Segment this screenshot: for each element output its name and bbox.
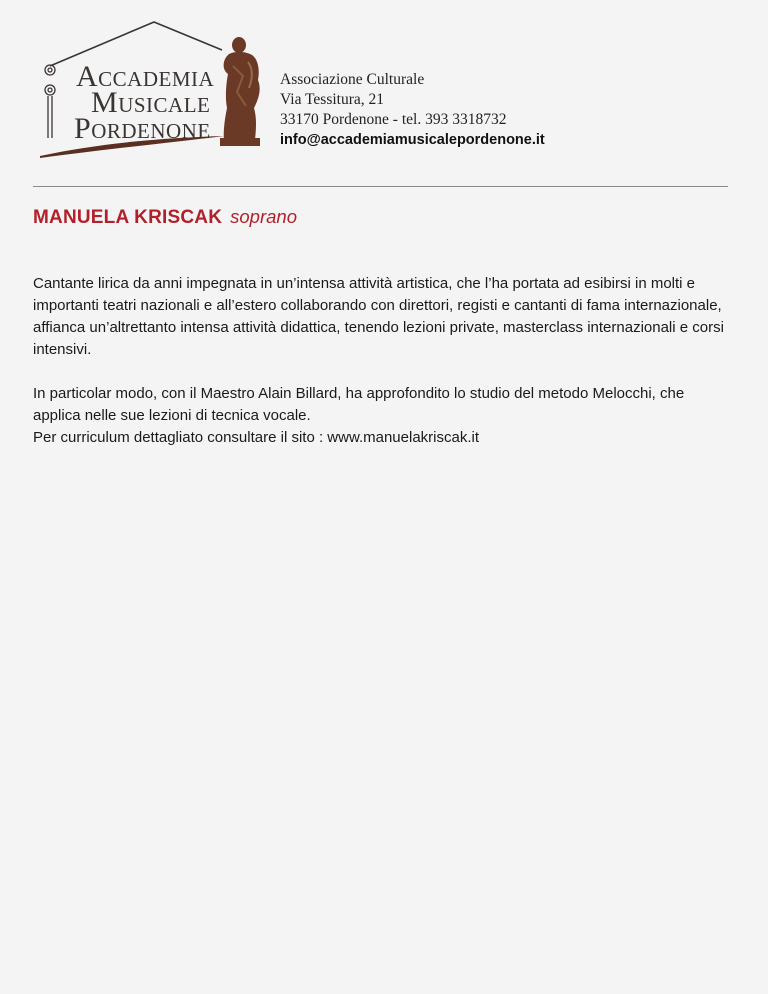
page-title: [33, 206, 297, 229]
academy-logo: [36, 18, 276, 160]
statue-icon: [220, 37, 260, 146]
biography: [33, 273, 733, 449]
logo-word-musicale: MUSICALE: [91, 86, 211, 119]
address-city-phone: 33170 Pordenone - tel. 393 3318732: [280, 111, 507, 128]
logo-word-accademia: ACCADEMIA: [76, 60, 215, 93]
column-icon: [45, 65, 55, 138]
artist-name: MANUELA KRISCAK: [33, 207, 223, 228]
bio-paragraph-1: Cantante lirica da anni impegnata in un’intensa attività artistica, che l’ha portata ad esibirsi in molti e importanti teatri nazionali e all’estero collaborando con direttori, registi e cantanti di fama internazionale, affianca un’altrettanto intensa attività didattica, tenendo lezioni private, masterclass internazionali e corsi intensivi.: [33, 275, 724, 358]
header-divider: [33, 186, 728, 187]
address-street: Via Tessitura, 21: [280, 91, 385, 108]
logo-line-1: CCADEMIA: [98, 67, 215, 91]
bio-paragraph-2: [33, 383, 733, 449]
address-block: [280, 70, 545, 150]
bio-paragraph-2-line-2: Per curriculum dettagliato consultare il sito : www.manuelakriscak.it: [33, 429, 480, 446]
bio-paragraph-2-line-1: In particolar modo, con il Maestro Alain Billard, ha approfondito lo studio del metodo Melocchi, che applica nelle sue lezioni di tecnica vocale.: [33, 385, 685, 424]
address-org: Associazione Culturale: [280, 71, 425, 88]
logo-word-pordenone: PORDENONE: [74, 112, 211, 145]
email-link[interactable]: info@accademiamusicalepordenone.it: [280, 132, 545, 148]
artist-role: soprano: [230, 206, 297, 227]
